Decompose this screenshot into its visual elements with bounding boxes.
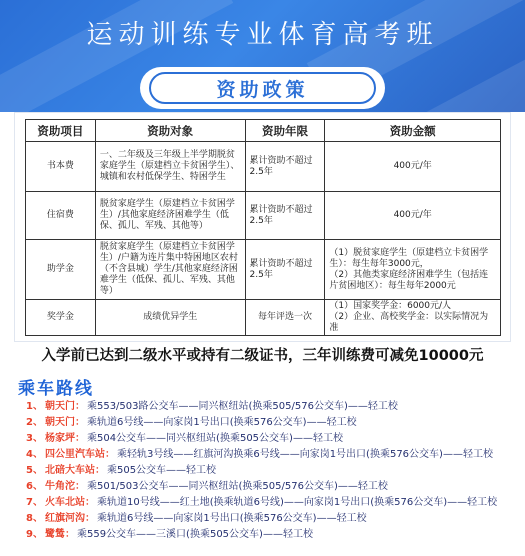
- target-cell: 成绩优异学生: [95, 300, 245, 336]
- years-cell: 累计资助不超过2.5年: [245, 142, 325, 192]
- route-description: 乘504公交车——同兴枢纽站(换乘505公交车)——轻工校: [86, 433, 343, 445]
- route-number: 6、: [26, 480, 43, 492]
- route-description: 乘553/503路公交车——同兴枢纽站(换乘505/576公交车)——轻工校: [86, 401, 398, 413]
- route-origin: 火车北站：: [44, 496, 95, 508]
- route-description: 乘559公交车——三溪口(换乘505公交车)——轻工校: [76, 528, 313, 540]
- amount-cell: [325, 300, 501, 336]
- list-item: [26, 461, 516, 477]
- table-row: [26, 192, 501, 240]
- route-description: 乘轨道6号线——向家岗1号出口(换乘576公交车)——轻工校: [86, 417, 357, 429]
- policy-card: [14, 112, 511, 342]
- route-number: 2、: [26, 417, 43, 429]
- route-origin: 红旗河沟：: [44, 512, 95, 524]
- target-cell: 脱贫家庭学生（原建档立卡贫困学生）/户籍为连片集中特困地区农村（不含县城）学生/其他家庭经济困难学生（低保、孤儿、军残、其他等）: [95, 240, 245, 300]
- fee-waiver-note: 入学前已达到二级水平或持有二级证书，三年训练费可减免10000元: [41, 348, 484, 364]
- years-cell: 累计资助不超过2.5年: [245, 192, 325, 240]
- route-number: 4、: [26, 449, 43, 461]
- item-cell: 奖学金: [26, 300, 96, 336]
- years-cell: 累计资助不超过2.5年: [245, 240, 325, 300]
- target-cell: 一、二年级及三年级上半学期脱贫家庭学生（原建档立卡贫困学生）、城镇和农村低保学生、特困学生: [95, 142, 245, 192]
- list-item: [26, 476, 516, 492]
- policy-table: [25, 119, 501, 336]
- route-description: 乘505公交车——轻工校: [106, 465, 217, 476]
- route-origin: 朝天门：: [44, 401, 85, 413]
- route-number: 8、: [26, 512, 43, 524]
- amount-line: （1）国家奖学金：6000元/人: [329, 301, 452, 311]
- list-item: [26, 492, 516, 508]
- section-title: 资助政策: [149, 72, 376, 104]
- route-number: 5、: [26, 465, 43, 476]
- route-number: 9、: [26, 528, 43, 540]
- route-description: 乘轨道10号线——红土地(换乘轨道6号线)——向家岗1号出口(换乘576公交车)——轻工校: [96, 496, 498, 508]
- years-cell: 每年评选一次: [245, 300, 325, 336]
- route-origin: 杨家坪：: [44, 433, 85, 445]
- amount-cell: [325, 240, 501, 300]
- table-row: [26, 240, 501, 300]
- list-item: [26, 397, 516, 413]
- amount-line: （2）企业、高校奖学金：以实际情况为准: [329, 312, 489, 333]
- routes-list: [26, 397, 516, 540]
- route-description: 乘轨道6号线——向家岗1号出口(换乘576公交车)——轻工校: [96, 512, 367, 524]
- route-origin: 四公里汽车站：: [44, 449, 115, 461]
- table-row: [26, 142, 501, 192]
- column-header: 资助金额: [325, 120, 501, 142]
- header-banner: [0, 0, 525, 112]
- column-header: 资助对象: [95, 120, 245, 142]
- subtitle-pill: [140, 67, 385, 109]
- route-number: 1、: [26, 401, 43, 413]
- route-origin: 鹭鸶：: [44, 528, 75, 540]
- table-row: [26, 300, 501, 336]
- list-item: [26, 524, 516, 540]
- amount-line: （1）脱贫家庭学生（原建档立卡贫困学生）：每生每年3000元，: [329, 247, 489, 269]
- list-item: [26, 429, 516, 445]
- route-origin: 北碚大车站：: [44, 465, 105, 476]
- target-cell: 脱贫家庭学生（原建档立卡贫困学生）/其他家庭经济困难学生（低保、孤儿、军残、其他等）: [95, 192, 245, 240]
- route-number: 3、: [26, 433, 43, 445]
- amount-cell: 400元/年: [325, 142, 501, 192]
- route-origin: 朝天门：: [44, 417, 85, 429]
- item-cell: 住宿费: [26, 192, 96, 240]
- item-cell: 助学金: [26, 240, 96, 300]
- page-title: 运动训练专业体育高考班: [86, 20, 439, 50]
- list-item: [26, 413, 516, 429]
- route-description: 乘轻轨3号线——红旗河沟换乘6号线——向家岗1号出口(换乘576公交车)——轻工校: [116, 449, 493, 461]
- list-item: [26, 508, 516, 524]
- route-origin: 牛角沱：: [44, 480, 85, 492]
- item-cell: 书本费: [26, 142, 96, 192]
- amount-cell: 400元/年: [325, 192, 501, 240]
- table-header-row: [26, 120, 501, 142]
- column-header: 资助年限: [245, 120, 325, 142]
- routes-heading: 乘车路线: [18, 379, 94, 399]
- route-number: 7、: [26, 496, 43, 508]
- column-header: 资助项目: [26, 120, 96, 142]
- route-description: 乘501/503公交车——同兴枢纽站(换乘505/576公交车)——轻工校: [86, 480, 388, 492]
- amount-line: （2）其他类家庭经济困难学生（包括连片贫困地区）：每生每年2000元: [329, 269, 489, 291]
- list-item: [26, 445, 516, 461]
